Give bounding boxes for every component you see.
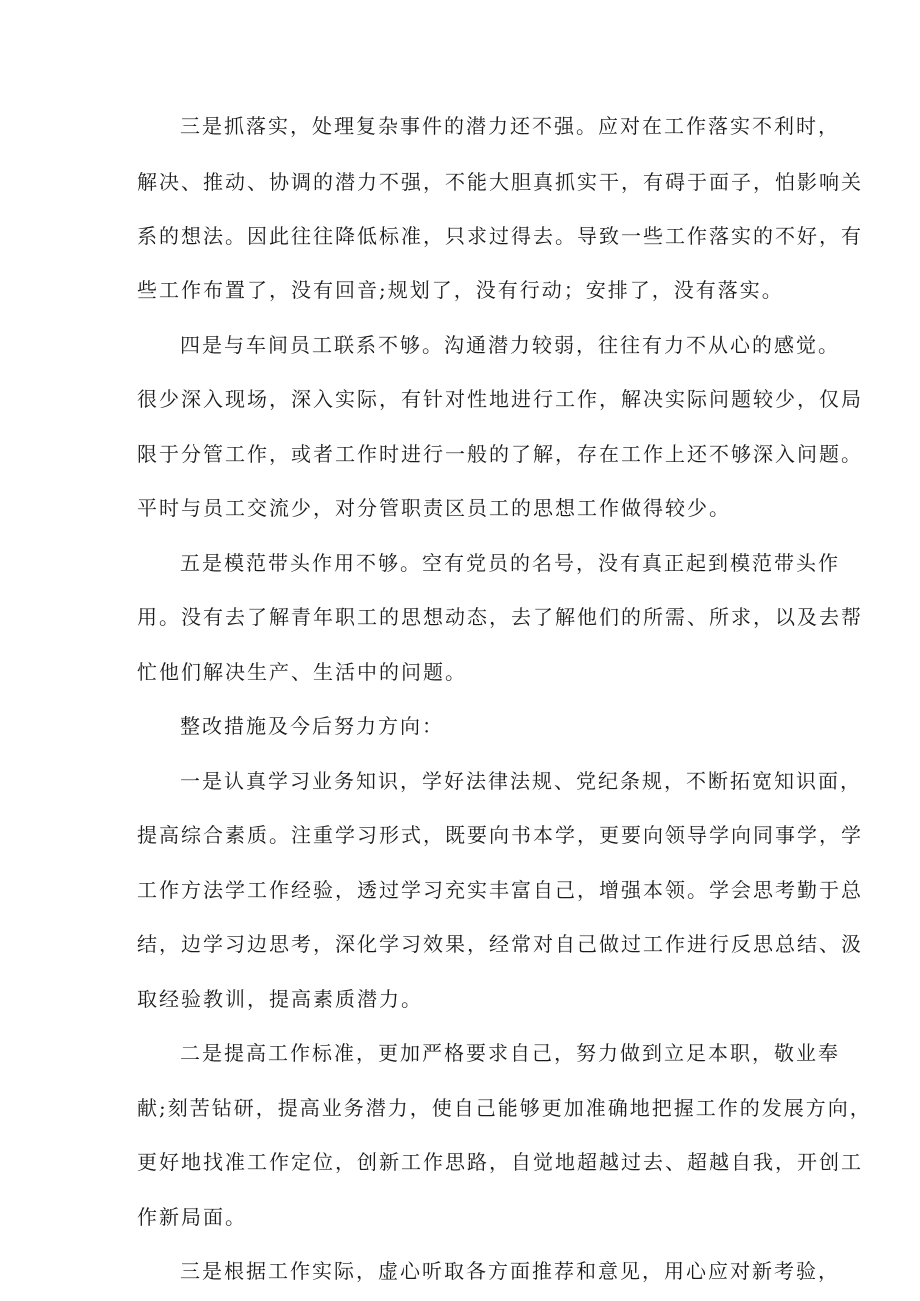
text-line-13: 一是认真学习业务知识，学好法律法规、党纪条规，不断拓宽知识面，	[180, 769, 862, 793]
text-line-17: 取经验教训，提高素质潜力。	[137, 987, 423, 1011]
text-line-20: 更好地找准工作定位，创新工作思路，自觉地超越过去、超越自我，开创工	[137, 1150, 863, 1174]
text-line-15: 工作方法学工作经验，透过学习充实丰富自己，增强本领。学会思考勤于总	[137, 878, 863, 902]
text-line-14: 提高综合素质。注重学习形式，既要向书本学，更要向领导学向同事学，学	[137, 823, 863, 847]
text-line-16: 结，边学习边思考，深化学习效果，经常对自己做过工作进行反思总结、汲	[137, 932, 863, 956]
text-line-5: 四是与车间员工联系不够。沟通潜力较弱，往往有力不从心的感觉。	[180, 333, 840, 357]
text-line-22: 三是根据工作实际，虚心听取各方面推荐和意见，用心应对新考验，	[180, 1259, 840, 1283]
text-line-11: 忙他们解决生产、生活中的问题。	[137, 660, 467, 684]
text-line-9: 五是模范带头作用不够。空有党员的名号，没有真正起到模范带头作	[180, 551, 840, 575]
text-line-3: 系的想法。因此往往降低标准，只求过得去。导致一些工作落实的不好，有	[137, 224, 863, 248]
text-line-2: 解决、推动、协调的潜力不强，不能大胆真抓实干，有碍于面子，怕影响关	[137, 170, 863, 194]
text-line-10: 用。没有去了解青年职工的思想动态，去了解他们的所需、所求，以及去帮	[137, 605, 863, 629]
text-line-21: 作新局面。	[137, 1205, 247, 1229]
text-line-12: 整改措施及今后努力方向：	[180, 714, 444, 738]
text-line-6: 很少深入现场，深入实际，有针对性地进行工作，解决实际问题较少，仅局	[137, 387, 863, 411]
text-line-19: 献;刻苦钻研，提高业务潜力，使自己能够更加准确地把握工作的发展方向，	[137, 1096, 872, 1120]
text-line-1: 三是抓落实，处理复杂事件的潜力还不强。应对在工作落实不利时，	[180, 114, 840, 138]
text-line-7: 限于分管工作，或者工作时进行一般的了解，存在工作上还不够深入问题。	[137, 442, 863, 466]
text-line-18: 二是提高工作标准，更加严格要求自己，努力做到立足本职，敬业奉	[180, 1041, 840, 1065]
text-line-8: 平时与员工交流少，对分管职责区员工的思想工作做得较少。	[137, 496, 731, 520]
text-line-4: 些工作布置了，没有回音;规划了，没有行动；安排了，没有落实。	[137, 278, 784, 302]
